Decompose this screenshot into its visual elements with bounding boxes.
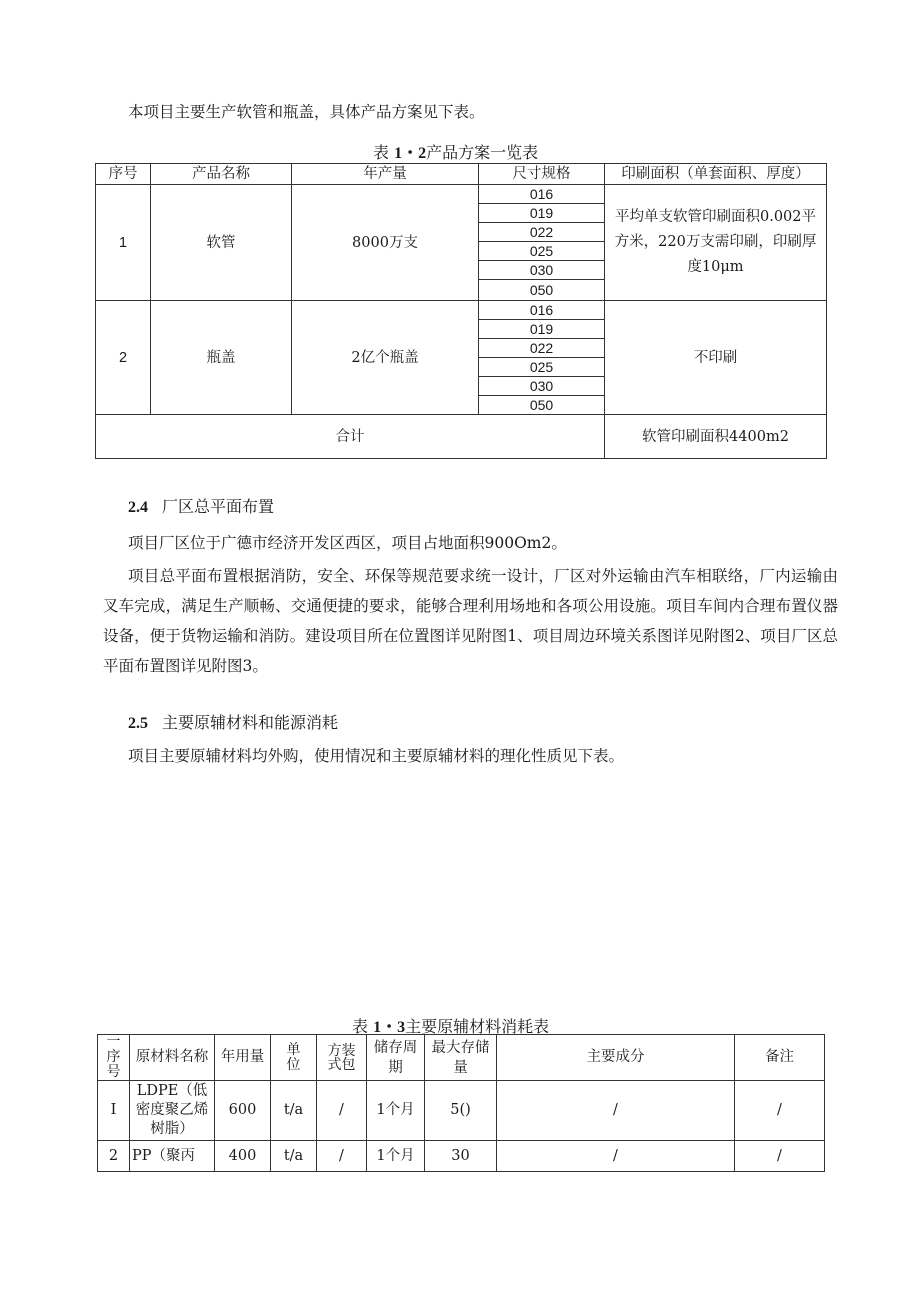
header-cell: 产品名称 [151,164,292,185]
header-cell: 方装式包 [317,1035,367,1081]
size-spec: 022 [479,223,605,242]
header-cell: 储存周期 [367,1035,425,1081]
main-component: / [497,1141,735,1172]
size-spec: 030 [479,261,605,280]
max-storage: 5() [425,1081,497,1141]
print-area: 不印刷 [605,301,827,415]
row-number: 1 [96,185,151,301]
paragraph: 项目厂区位于广德市经济开发区西区，项目占地面积900Om2。 [128,534,567,552]
paragraph: 项目主要原辅材料均外购，使用情况和主要原辅材料的理化性质见下表。 [128,747,625,765]
header-cell: 原材料名称 [130,1035,215,1081]
header-cell: 最大存储量 [425,1035,497,1081]
product-name: 瓶盖 [151,301,292,415]
table-header-row [96,164,827,185]
total-row [96,415,827,459]
row-number: 2 [98,1141,130,1172]
storage-period: 1个月 [367,1081,425,1141]
section-title: 厂区总平面布置 [162,497,275,516]
table-row [98,1081,825,1141]
header-cell: 尺寸规格 [479,164,605,185]
size-spec: 016 [479,301,605,320]
section-number: 2.5 [128,715,148,732]
table2-caption-prefix: 表 [352,1017,369,1036]
main-component: / [497,1081,735,1141]
size-spec: 016 [479,185,605,204]
size-spec: 022 [479,339,605,358]
unit: t/a [271,1141,317,1172]
total-label: 合计 [96,415,605,459]
section-title: 主要原辅材料和能源消耗 [162,713,339,732]
size-spec: 030 [479,377,605,396]
product-name: 软管 [151,185,292,301]
section-number: 2.4 [128,499,148,516]
row-number: 2 [96,301,151,415]
size-spec: 025 [479,242,605,261]
header-cell: 主要成分 [497,1035,735,1081]
table2-caption-number: 1・3 [373,1019,406,1036]
raw-material-table [97,1034,825,1172]
size-spec: 025 [479,358,605,377]
annual-amount: 400 [215,1141,271,1172]
product-plan-table [95,163,827,459]
table-header-row [98,1035,825,1081]
header-cell: 备注 [735,1035,825,1081]
print-area: 平均单支软管印刷面积0.002平方米，220万支需印刷，印刷厚度10μm [605,185,827,301]
note: / [735,1081,825,1141]
table1-caption-number: 1・2 [394,145,427,162]
unit: t/a [271,1081,317,1141]
max-storage: 30 [425,1141,497,1172]
section-heading-2-5 [128,710,338,733]
paragraph: 项目总平面布置根据消防，安全、环保等规范要求统一设计，厂区对外运输由汽车相联络，厂内运输由叉车完成，满足生产顺畅、交通便捷的要求，能够合理利用场地和各项公用设施。项目车间内合理布置仪器设备，便于货物运输和消防。建设项目所在位置图详见附图1、项目周边环境关系图详见附图2、项目厂区总平面布置图详见附图3。 [103,567,838,675]
table-row [98,1141,825,1172]
section-heading-2-4 [128,494,274,517]
header-cell: 年产量 [292,164,479,185]
size-spec: 050 [479,280,605,301]
header-cell: 单位 [271,1035,317,1081]
packaging: / [317,1081,367,1141]
size-spec: 019 [479,320,605,339]
note: / [735,1141,825,1172]
table-row [96,301,827,320]
intro-text: 本项目主要生产软管和瓶盖，具体产品方案见下表。 [128,103,485,121]
size-spec: 050 [479,396,605,415]
material-name: LDPE（低密度聚乙烯树脂） [130,1081,215,1141]
storage-period: 1个月 [367,1141,425,1172]
annual-output: 8000万支 [292,185,479,301]
table2-caption-title: 主要原辅材料消耗表 [405,1017,550,1036]
annual-amount: 600 [215,1081,271,1141]
material-name: PP（聚丙 [130,1141,215,1172]
table1-caption-title: 产品方案一览表 [426,143,539,162]
size-spec: 019 [479,204,605,223]
header-cell: 印刷面积（单套面积、厚度） [605,164,827,185]
packaging: / [317,1141,367,1172]
header-cell: 年用量 [215,1035,271,1081]
row-number: I [98,1081,130,1141]
table1-caption [373,140,538,163]
table1-caption-prefix: 表 [373,143,390,162]
header-cell: 一序号 [98,1035,130,1081]
table-row [96,185,827,204]
annual-output: 2亿个瓶盖 [292,301,479,415]
header-cell: 序号 [96,164,151,185]
total-value: 软管印刷面积4400m2 [605,415,827,459]
